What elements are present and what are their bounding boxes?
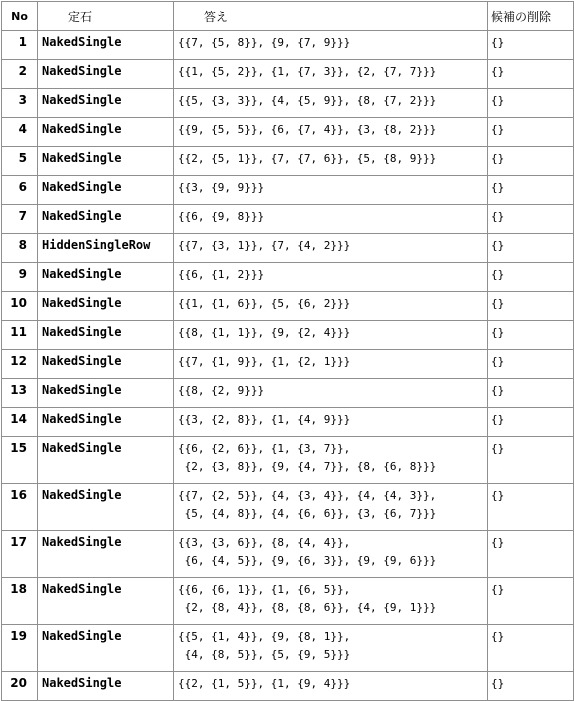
answer-cell bbox=[174, 234, 488, 263]
technique-name: HiddenSingleRow bbox=[38, 234, 174, 263]
candidate-removal: {} bbox=[488, 89, 574, 118]
answer-line: {2, {8, 4}}, {8, {8, 6}}, {4, {9, 1}}} bbox=[178, 601, 437, 614]
table-row bbox=[2, 31, 574, 60]
row-number: 9 bbox=[2, 263, 38, 292]
row-number: 3 bbox=[2, 89, 38, 118]
header-no: No bbox=[2, 2, 38, 31]
row-number: 16 bbox=[2, 484, 38, 531]
technique-name: NakedSingle bbox=[38, 484, 174, 531]
candidate-removal: {} bbox=[488, 205, 574, 234]
candidate-removal: {} bbox=[488, 531, 574, 578]
answer-cell bbox=[174, 350, 488, 379]
technique-name: NakedSingle bbox=[38, 118, 174, 147]
technique-name: NakedSingle bbox=[38, 578, 174, 625]
technique-name: NakedSingle bbox=[38, 379, 174, 408]
row-number: 17 bbox=[2, 531, 38, 578]
answer-cell bbox=[174, 89, 488, 118]
candidate-removal: {} bbox=[488, 672, 574, 701]
answer-cell bbox=[174, 205, 488, 234]
candidate-removal: {} bbox=[488, 31, 574, 60]
answer-cell bbox=[174, 379, 488, 408]
answer-cell bbox=[174, 60, 488, 89]
row-number: 6 bbox=[2, 176, 38, 205]
candidate-removal: {} bbox=[488, 625, 574, 672]
table-row bbox=[2, 205, 574, 234]
row-number: 7 bbox=[2, 205, 38, 234]
answer-line: {{1, {5, 2}}, {1, {7, 3}}, {2, {7, 7}}} bbox=[178, 65, 437, 78]
row-number: 19 bbox=[2, 625, 38, 672]
answer-line: {{3, {2, 8}}, {1, {4, 9}}} bbox=[178, 413, 351, 426]
candidate-removal: {} bbox=[488, 263, 574, 292]
header-candidate-removal: 候補の削除 bbox=[488, 2, 574, 31]
row-number: 4 bbox=[2, 118, 38, 147]
answer-cell bbox=[174, 321, 488, 350]
candidate-removal: {} bbox=[488, 437, 574, 484]
candidate-removal: {} bbox=[488, 350, 574, 379]
technique-name: NakedSingle bbox=[38, 672, 174, 701]
row-number: 13 bbox=[2, 379, 38, 408]
answer-cell bbox=[174, 672, 488, 701]
answer-cell bbox=[174, 408, 488, 437]
answer-cell bbox=[174, 484, 488, 531]
answer-line: {{8, {2, 9}}} bbox=[178, 384, 265, 397]
table-row bbox=[2, 408, 574, 437]
table-row bbox=[2, 531, 574, 578]
candidate-removal: {} bbox=[488, 234, 574, 263]
table-row bbox=[2, 350, 574, 379]
answer-line: {{6, {2, 6}}, {1, {3, 7}}, bbox=[178, 442, 351, 455]
candidate-removal: {} bbox=[488, 321, 574, 350]
answer-line: {{2, {5, 1}}, {7, {7, 6}}, {5, {8, 9}}} bbox=[178, 152, 437, 165]
answer-cell bbox=[174, 437, 488, 484]
row-number: 1 bbox=[2, 31, 38, 60]
answer-line: {5, {4, 8}}, {4, {6, 6}}, {3, {6, 7}}} bbox=[178, 507, 437, 520]
technique-name: NakedSingle bbox=[38, 176, 174, 205]
table-row bbox=[2, 234, 574, 263]
answer-cell bbox=[174, 625, 488, 672]
table-row bbox=[2, 672, 574, 701]
row-number: 5 bbox=[2, 147, 38, 176]
technique-name: NakedSingle bbox=[38, 89, 174, 118]
answer-line: {4, {8, 5}}, {5, {9, 5}}} bbox=[178, 648, 351, 661]
table-row bbox=[2, 147, 574, 176]
technique-name: NakedSingle bbox=[38, 205, 174, 234]
candidate-removal: {} bbox=[488, 379, 574, 408]
candidate-removal: {} bbox=[488, 118, 574, 147]
answer-line: {{2, {1, 5}}, {1, {9, 4}}} bbox=[178, 677, 351, 690]
row-number: 2 bbox=[2, 60, 38, 89]
row-number: 11 bbox=[2, 321, 38, 350]
answer-line: {2, {3, 8}}, {9, {4, 7}}, {8, {6, 8}}} bbox=[178, 460, 437, 473]
header-answer: 答え bbox=[174, 2, 488, 31]
candidate-removal: {} bbox=[488, 484, 574, 531]
table-row bbox=[2, 437, 574, 484]
table-row bbox=[2, 625, 574, 672]
candidate-removal: {} bbox=[488, 408, 574, 437]
header-technique: 定石 bbox=[38, 2, 174, 31]
table-row bbox=[2, 321, 574, 350]
candidate-removal: {} bbox=[488, 147, 574, 176]
table-row bbox=[2, 484, 574, 531]
row-number: 10 bbox=[2, 292, 38, 321]
answer-line: {{7, {3, 1}}, {7, {4, 2}}} bbox=[178, 239, 351, 252]
technique-name: NakedSingle bbox=[38, 437, 174, 484]
answer-cell bbox=[174, 292, 488, 321]
row-number: 14 bbox=[2, 408, 38, 437]
answer-line: {{6, {9, 8}}} bbox=[178, 210, 265, 223]
header-row bbox=[2, 2, 574, 31]
technique-name: NakedSingle bbox=[38, 350, 174, 379]
answer-line: {{1, {1, 6}}, {5, {6, 2}}} bbox=[178, 297, 351, 310]
row-number: 15 bbox=[2, 437, 38, 484]
candidate-removal: {} bbox=[488, 60, 574, 89]
answer-cell bbox=[174, 147, 488, 176]
answer-cell bbox=[174, 263, 488, 292]
answer-line: {6, {4, 5}}, {9, {6, 3}}, {9, {9, 6}}} bbox=[178, 554, 437, 567]
candidate-removal: {} bbox=[488, 578, 574, 625]
answer-line: {{7, {2, 5}}, {4, {3, 4}}, {4, {4, 3}}, bbox=[178, 489, 437, 502]
table-row bbox=[2, 379, 574, 408]
answer-line: {{3, {9, 9}}} bbox=[178, 181, 265, 194]
answer-cell bbox=[174, 31, 488, 60]
technique-name: NakedSingle bbox=[38, 31, 174, 60]
technique-name: NakedSingle bbox=[38, 60, 174, 89]
table-body bbox=[2, 31, 574, 701]
answer-cell bbox=[174, 118, 488, 147]
answer-line: {{9, {5, 5}}, {6, {7, 4}}, {3, {8, 2}}} bbox=[178, 123, 437, 136]
row-number: 12 bbox=[2, 350, 38, 379]
technique-name: NakedSingle bbox=[38, 263, 174, 292]
technique-name: NakedSingle bbox=[38, 147, 174, 176]
technique-name: NakedSingle bbox=[38, 292, 174, 321]
answer-line: {{6, {1, 2}}} bbox=[178, 268, 265, 281]
answer-line: {{5, {1, 4}}, {9, {8, 1}}, bbox=[178, 630, 351, 643]
answer-cell bbox=[174, 578, 488, 625]
row-number: 20 bbox=[2, 672, 38, 701]
answer-cell bbox=[174, 531, 488, 578]
row-number: 18 bbox=[2, 578, 38, 625]
table-row bbox=[2, 263, 574, 292]
answer-cell bbox=[174, 176, 488, 205]
table-row bbox=[2, 89, 574, 118]
technique-name: NakedSingle bbox=[38, 321, 174, 350]
answer-line: {{8, {1, 1}}, {9, {2, 4}}} bbox=[178, 326, 351, 339]
table-row bbox=[2, 118, 574, 147]
candidate-removal: {} bbox=[488, 292, 574, 321]
sudoku-technique-table bbox=[1, 1, 574, 701]
answer-line: {{7, {5, 8}}, {9, {7, 9}}} bbox=[178, 36, 351, 49]
table-row bbox=[2, 176, 574, 205]
row-number: 8 bbox=[2, 234, 38, 263]
table-row bbox=[2, 292, 574, 321]
technique-name: NakedSingle bbox=[38, 625, 174, 672]
table-row bbox=[2, 578, 574, 625]
candidate-removal: {} bbox=[488, 176, 574, 205]
technique-name: NakedSingle bbox=[38, 531, 174, 578]
answer-line: {{3, {3, 6}}, {8, {4, 4}}, bbox=[178, 536, 351, 549]
answer-line: {{6, {6, 1}}, {1, {6, 5}}, bbox=[178, 583, 351, 596]
answer-line: {{5, {3, 3}}, {4, {5, 9}}, {8, {7, 2}}} bbox=[178, 94, 437, 107]
table-row bbox=[2, 60, 574, 89]
answer-line: {{7, {1, 9}}, {1, {2, 1}}} bbox=[178, 355, 351, 368]
technique-name: NakedSingle bbox=[38, 408, 174, 437]
